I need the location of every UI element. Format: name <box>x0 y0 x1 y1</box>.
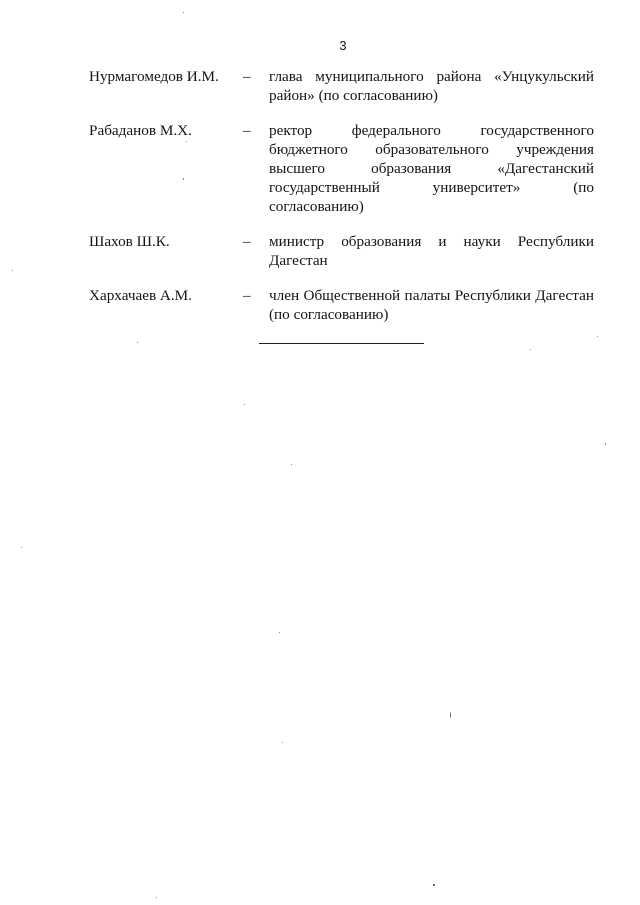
scan-speck <box>12 270 13 271</box>
scan-speck <box>244 404 245 405</box>
closing-line-divider <box>259 343 424 344</box>
member-position: ректор федерального государственного бюджетного образовательного учреждения высшего образования «Дагестанский государственный университет» (по согласованию) <box>269 122 594 215</box>
list-item <box>89 121 594 216</box>
scan-speck <box>433 884 435 886</box>
scan-speck <box>183 178 184 180</box>
dash-separator: – <box>243 287 251 304</box>
scan-speck <box>450 712 451 718</box>
scan-speck <box>183 12 184 13</box>
member-position: глава муниципального района «Унцукульский район» (по согласованию) <box>269 68 594 104</box>
member-name: Шахов Ш.К. <box>89 233 170 250</box>
page-number: 3 <box>339 38 347 53</box>
scan-speck <box>279 632 280 633</box>
scan-speck <box>156 897 157 898</box>
scan-speck <box>186 141 187 142</box>
member-name: Рабаданов М.Х. <box>89 122 192 139</box>
dash-separator: – <box>243 122 251 139</box>
list-item <box>89 286 594 324</box>
member-name: Нурмагомедов И.М. <box>89 68 219 85</box>
scan-speck <box>137 342 138 343</box>
list-item <box>89 232 594 270</box>
scan-speck <box>597 336 598 337</box>
member-position: министр образования и науки Республики Дагестан <box>269 233 594 269</box>
dash-separator: – <box>243 68 251 85</box>
commission-member-list <box>89 67 594 324</box>
member-position: член Общественной палаты Республики Дагестан (по согласованию) <box>269 287 594 323</box>
scan-speck <box>530 349 531 350</box>
scan-speck <box>21 547 22 548</box>
member-name: Хархачаев А.М. <box>89 287 192 304</box>
scan-speck <box>282 742 283 743</box>
scan-speck <box>605 443 606 445</box>
scan-speck <box>291 464 292 465</box>
dash-separator: – <box>243 233 251 250</box>
list-item <box>89 67 594 105</box>
